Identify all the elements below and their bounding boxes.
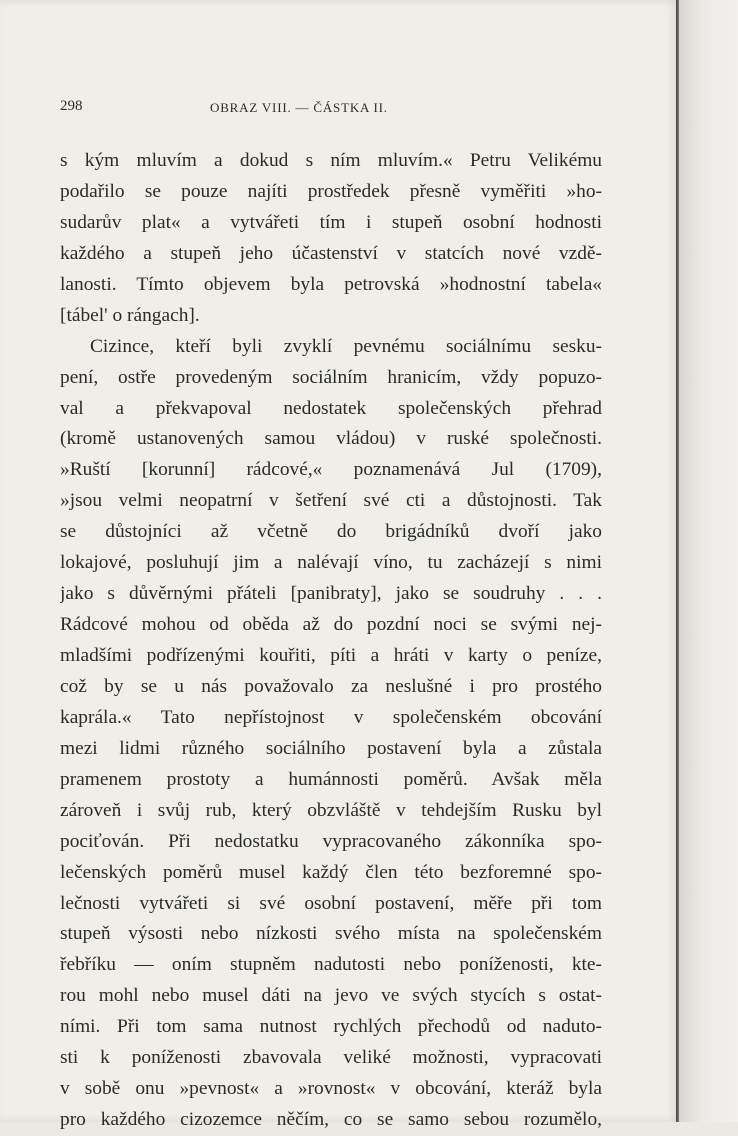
text-line: lečenských poměrů musel každý člen této bezforemné spo- xyxy=(60,861,602,883)
text-line: s kým mluvím a dokud s ním mluvím.« Petru Velikému xyxy=(60,150,602,171)
text-line: každého a stupeň jeho účastenství v statcích nové vzdě- xyxy=(60,242,602,264)
text-line: zároveň i svůj rub, který obzvláště v tehdejším Rusku byl xyxy=(60,799,602,821)
text-line: lokajové, posluhují jim a nalévají víno, tu zacházejí s nimi xyxy=(60,552,602,574)
text-line: pramenem prostoty a humánnosti poměrů. Avšak měla xyxy=(60,768,602,790)
text-line: (kromě ustanovených samou vládou) v ruské společnosti. xyxy=(60,428,602,450)
text-line: lečnosti vytvářeti si své osobní postavení, měře při tom xyxy=(60,892,602,914)
text-line: což by se u nás považovalo za neslušné i pro prostého xyxy=(60,675,602,697)
text-line: [tábel' o rángach]. xyxy=(60,304,200,326)
text-line: Rádcové mohou od oběda až do pozdní noci se svými nej- xyxy=(60,614,602,636)
text-line: mladšími podřízenými kouřiti, píti a hráti v karty o peníze, xyxy=(60,645,602,666)
text-line: sti k poníženosti zbavovala veliké možnosti, vypracovati xyxy=(60,1047,602,1069)
text-line: rou mohl nebo musel dáti na jevo ve svých stycích s ostat- xyxy=(60,985,602,1007)
text-line: mezi lidmi různého sociálního postavení byla a zůstala xyxy=(60,737,602,759)
text-line: ními. Při tom sama nutnost rychlých přechodů od naduto- xyxy=(60,1016,602,1038)
page-header xyxy=(60,98,640,118)
text-line: řebříku — oním stupněm nadutosti nebo poníženosti, kte- xyxy=(60,954,602,976)
text-line: stupeň výsosti nebo nízkosti svého místa na společenském xyxy=(60,923,602,945)
next-page-margin xyxy=(679,0,738,1122)
text-line: Cizince, kteří byli zvyklí pevnému sociálnímu sesku- xyxy=(90,335,602,357)
text-line: kaprála.« Tato nepřístojnost v společenském obcování xyxy=(60,706,602,728)
text-line: lanosti. Tímto objevem byla petrovská »hodnostní tabela« xyxy=(60,273,602,295)
text-line: jako s důvěrnými přáteli [panibraty], jako se soudruhy . . . xyxy=(60,583,602,605)
text-line: pení, ostře provedeným sociálním hranicím, vždy popuzo- xyxy=(60,366,602,388)
text-line: val a překvapoval nedostatek společenských přehrad xyxy=(60,397,602,419)
text-line: podařilo se pouze najíti prostředek přesně vyměřiti »ho- xyxy=(60,180,602,202)
text-line: »Ruští [korunní] rádcové,« poznamenává Jul (1709), xyxy=(60,459,602,481)
text-line: »jsou velmi neopatrní v šetření své cti a důstojnosti. Tak xyxy=(60,490,602,512)
text-line: v sobě onu »pevnost« a »rovnost« v obcování, kteráž byla xyxy=(60,1078,602,1100)
text-line: se důstojníci až včetně do brigádníků dvoří jako xyxy=(60,521,602,543)
text-line: sudarův plat« a vytvářeti tím i stupeň osobní hodnosti xyxy=(60,211,602,233)
body-text xyxy=(60,146,602,1136)
running-head: OBRAZ VIII. — ČÁSTKA II. xyxy=(210,100,388,115)
text-line: pro každého cizozemce něčím, co se samo sebou rozumělo, xyxy=(60,1109,602,1131)
text-line: pociťován. Při nedostatku vypracovaného zákonníka spo- xyxy=(60,830,602,852)
page-number: 298 xyxy=(60,98,83,114)
